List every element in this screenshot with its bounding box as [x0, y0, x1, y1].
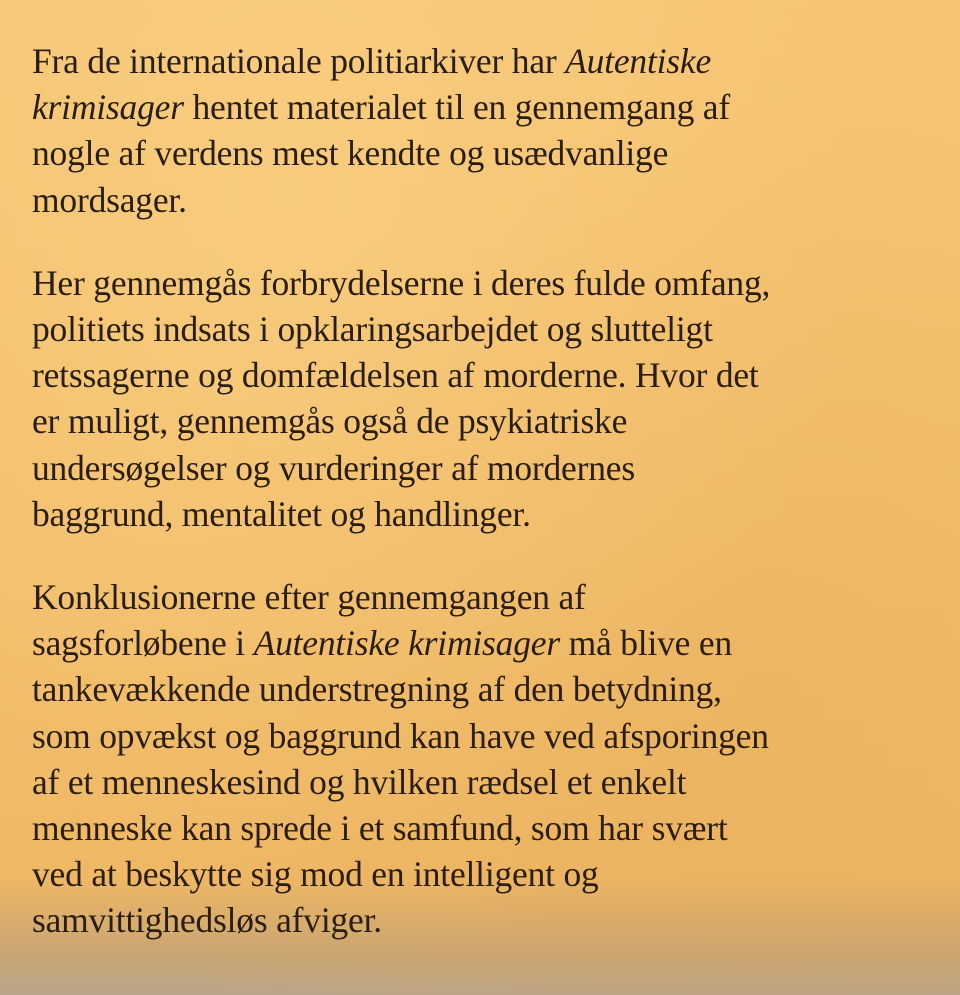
text-segment: er muligt, gennemgås også de psykiatriske: [32, 401, 628, 442]
paragraph-1: [32, 38, 932, 223]
text-segment: baggrund, mentalitet og handlinger.: [32, 493, 531, 534]
text-line: [32, 260, 932, 306]
text-line: [32, 851, 932, 897]
paragraph-2: [32, 260, 932, 537]
text-line: [32, 352, 932, 398]
text-segment: Her gennemgås forbrydelserne i deres fulde omfang,: [32, 262, 771, 303]
text-segment: mordsager.: [32, 179, 187, 220]
text-line: [32, 38, 932, 84]
paragraph-3: [32, 574, 932, 944]
text-segment: politiets indsats i opklaringsarbejdet og slutteligt: [32, 309, 713, 350]
text-line: [32, 620, 932, 666]
text-line: [32, 491, 932, 537]
text-segment: tankevækkende understregning af den betydning,: [32, 669, 722, 710]
text-line: [32, 445, 932, 491]
text-segment: retssagerne og domfældelsen af morderne. Hvor det: [32, 355, 759, 396]
text-line: [32, 306, 932, 352]
text-segment: hentet materialet til en gennemgang af: [183, 87, 730, 128]
text-line: [32, 713, 932, 759]
text-segment: samvittighedsløs afviger.: [32, 900, 382, 941]
text-segment: undersøgelser og vurderinger af mordernes: [32, 447, 635, 488]
text-line: [32, 759, 932, 805]
text-line: [32, 897, 932, 943]
text-segment: af et menneskesind og hvilken rædsel et enkelt: [32, 761, 687, 802]
text-line: [32, 398, 932, 444]
text-line: [32, 805, 932, 851]
text-segment: Konklusionerne efter gennemgangen af: [32, 577, 586, 618]
book-title-italic: Autentiske: [565, 41, 712, 81]
text-line: [32, 574, 932, 620]
text-segment: nogle af verdens mest kendte og usædvanlige: [32, 133, 669, 174]
text-segment: menneske kan sprede i et samfund, som har svært: [32, 808, 728, 849]
text-segment: sagsforløbene i: [32, 623, 254, 664]
text-line: [32, 130, 932, 176]
text-line: [32, 84, 932, 130]
text-segment: Fra de internationale politiarkiver har: [32, 41, 566, 81]
text-line: [32, 177, 932, 223]
text-segment: må blive en: [559, 623, 733, 664]
text-line: [32, 666, 932, 712]
text-segment: som opvækst og baggrund kan have ved afsporingen: [32, 715, 769, 756]
book-title-italic: Autentiske krimisager: [253, 623, 560, 664]
text-segment: ved at beskytte sig mod en intelligent og: [32, 854, 599, 895]
book-title-italic: krimisager: [32, 87, 184, 128]
cover-text-block: [32, 38, 932, 981]
